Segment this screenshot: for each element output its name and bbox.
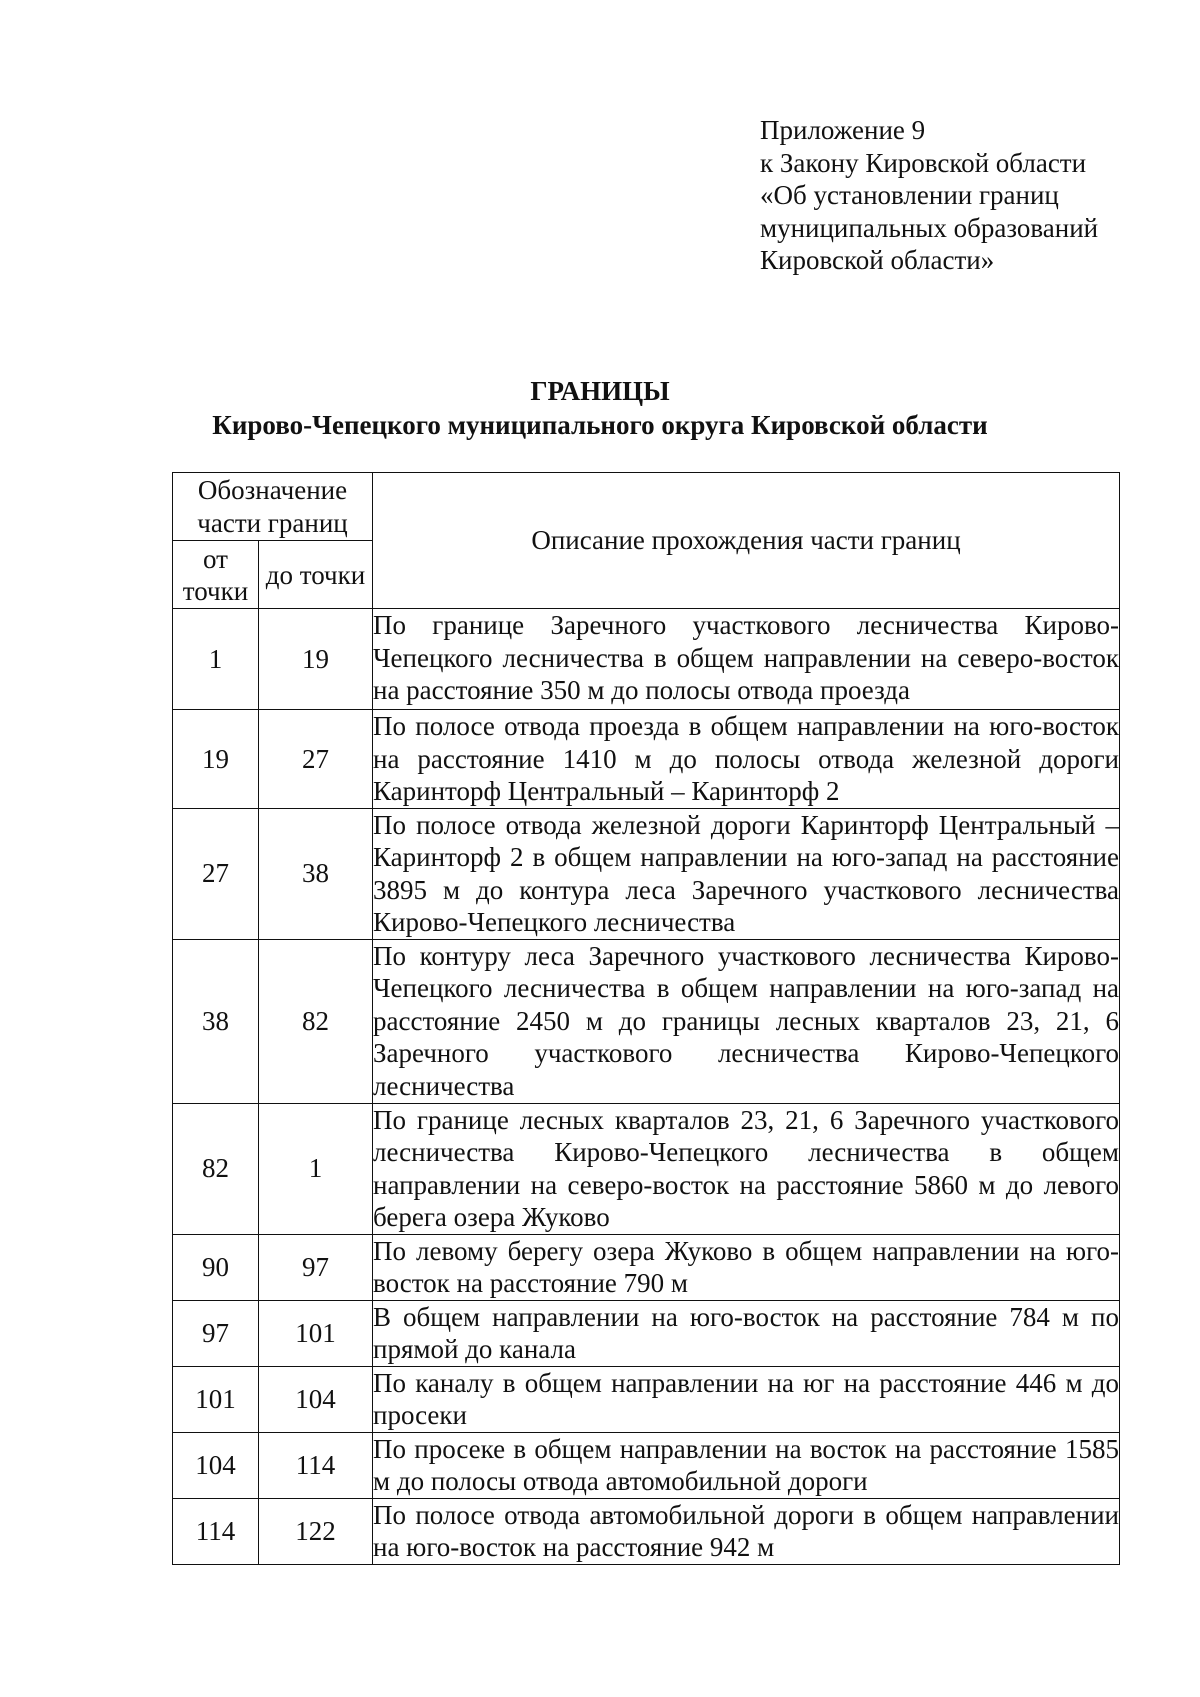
appendix-line: муниципальных образований bbox=[760, 212, 1099, 243]
from-point-cell: 114 bbox=[173, 1498, 259, 1564]
to-point-cell: 27 bbox=[259, 710, 373, 809]
table-row bbox=[173, 1103, 1120, 1234]
to-point-cell: 122 bbox=[259, 1498, 373, 1564]
description-cell: По полосе отвода проезда в общем направлении на юго-восток на расстояние 1410 м до полосы отвода железной дороги Каринторф Центральный – Каринторф 2 bbox=[373, 711, 1119, 806]
table-row bbox=[173, 1498, 1120, 1564]
appendix-note bbox=[760, 114, 1180, 277]
from-point-cell: 27 bbox=[173, 808, 259, 939]
document-title: ГРАНИЦЫ bbox=[530, 376, 670, 406]
description-cell: По границе лесных кварталов 23, 21, 6 Заречного участкового лесничества Кирово-Чепецкого лесничества в общем направлении на северо-восток на расстояние 5860 м до левого берега озера Жуково bbox=[373, 1104, 1119, 1232]
to-point-cell: 38 bbox=[259, 808, 373, 939]
to-point-cell: 101 bbox=[259, 1300, 373, 1366]
appendix-line: «Об установлении границ bbox=[760, 180, 1059, 210]
appendix-line: Приложение 9 bbox=[760, 115, 926, 145]
header-part-designation: Обозначение части границ bbox=[173, 473, 373, 541]
from-point-cell: 1 bbox=[173, 609, 259, 710]
header-description: Описание прохождения части границ bbox=[373, 473, 1120, 609]
to-point-cell: 114 bbox=[259, 1432, 373, 1498]
from-point-cell: 104 bbox=[173, 1432, 259, 1498]
header-to-point: до точки bbox=[259, 541, 373, 609]
appendix-line: к Закону Кировской области bbox=[760, 147, 1087, 178]
header-from-point: от точки bbox=[173, 541, 259, 609]
from-point-cell: 19 bbox=[173, 710, 259, 809]
table-row bbox=[173, 609, 1120, 710]
to-point-cell: 1 bbox=[259, 1103, 373, 1234]
description-cell: В общем направлении на юго-восток на расстояние 784 м по прямой до канала bbox=[373, 1301, 1119, 1364]
description-cell: По просеке в общем направлении на восток на расстояние 1585 м до полосы отвода автомобильной дороги bbox=[373, 1433, 1119, 1496]
description-cell: По полосе отвода железной дороги Каринторф Центральный – Каринторф 2 в общем направлении на юго-запад на расстояние 3895 м до контура леса Заречного участкового лесничества Кирово-Чепецкого лесничества bbox=[373, 809, 1119, 937]
table-row bbox=[173, 710, 1120, 809]
from-point-cell: 97 bbox=[173, 1300, 259, 1366]
to-point-cell: 104 bbox=[259, 1366, 373, 1432]
description-cell: По полосе отвода автомобильной дороги в общем направлении на юго-восток на расстояние 942 м bbox=[373, 1499, 1119, 1562]
from-point-cell: 82 bbox=[173, 1103, 259, 1234]
document-subtitle: Кирово-Чепецкого муниципального округа Кировской области bbox=[212, 410, 988, 440]
to-point-cell: 97 bbox=[259, 1234, 373, 1300]
table-row bbox=[173, 808, 1120, 939]
table-row bbox=[173, 1234, 1120, 1300]
from-point-cell: 38 bbox=[173, 939, 259, 1103]
description-cell: По левому берегу озера Жуково в общем направлении на юго-восток на расстояние 790 м bbox=[373, 1235, 1119, 1298]
appendix-line: Кировской области» bbox=[760, 245, 995, 275]
table-row bbox=[173, 1366, 1120, 1432]
from-point-cell: 90 bbox=[173, 1234, 259, 1300]
boundaries-table bbox=[172, 472, 1120, 1565]
table-row bbox=[173, 1432, 1120, 1498]
description-cell: По границе Заречного участкового лесничества Кирово-Чепецкого лесничества в общем направлении на северо-восток на расстояние 350 м до полосы отвода проезда bbox=[373, 609, 1120, 710]
to-point-cell: 19 bbox=[259, 609, 373, 710]
table-row bbox=[173, 939, 1120, 1103]
table-row bbox=[173, 1300, 1120, 1366]
description-cell: По контуру леса Заречного участкового лесничества Кирово-Чепецкого лесничества в общем направлении на юго-запад на расстояние 2450 м до границы лесных кварталов 23, 21, 6 Заречного участкового лесничества Кирово-Чепецкого лесничества bbox=[373, 939, 1120, 1103]
description-cell: По каналу в общем направлении на юг на расстояние 446 м до просеки bbox=[373, 1367, 1119, 1430]
to-point-cell: 82 bbox=[259, 939, 373, 1103]
from-point-cell: 101 bbox=[173, 1366, 259, 1432]
